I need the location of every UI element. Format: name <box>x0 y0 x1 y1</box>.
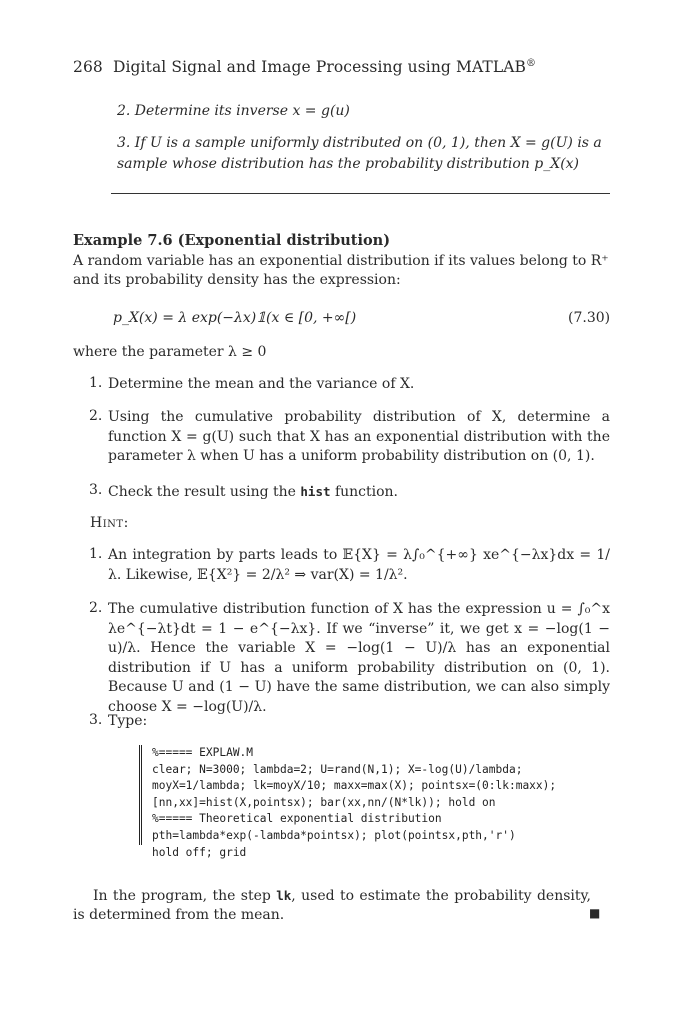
hint-number-1: 1. <box>89 546 103 562</box>
task-2-text: Using the cumulative probability distribution of X, determine a function X = g(U) such that X has an exponential distribution with the parameter λ when U has a uniform probability distribution on (0, 1). <box>108 409 610 464</box>
equation-number: (7.30) <box>568 310 611 326</box>
task-3-text <box>108 482 610 503</box>
hint-2-text: The cumulative distribution function of X has the expression u = ∫₀^x λe^{−λt}dt = 1 − e^{−λx}. If we “inverse” it, we get x = −log(1 − u)/λ. Hence the variable X = −log(1 − U)/λ has an exponential distribution if U has a uniform probability distribution on (0, 1). Because U and (1 − U) have the same distribution, we can also simply choose X = −log(U)/λ. <box>108 601 610 715</box>
task-number-3: 3. <box>89 482 103 498</box>
task-number-1: 1. <box>89 375 103 391</box>
closing-text-after: , used to estimate the probability density, is determined from the mean. <box>73 888 592 923</box>
task-number-2: 2. <box>89 408 103 424</box>
equation-7-30: p_X(x) = λ exp(−λx)𝟙(x ∈ [0, +∞[) <box>113 310 357 326</box>
code-listing <box>139 745 602 859</box>
hist-code: hist <box>300 484 331 499</box>
closing-paragraph <box>73 886 591 925</box>
code-line-2: clear; N=3000; lambda=2; U=rand(N,1); X=-log(U)/lambda; <box>152 762 523 776</box>
task-1-text: Determine the mean and the variance of X. <box>108 376 415 392</box>
closing-text-before: In the program, the step <box>93 888 277 904</box>
running-header <box>73 58 536 76</box>
example-intro: A random variable has an exponential distribution if its values belong to R⁺ and its probability density has the expression: <box>73 253 609 288</box>
hint-3-text: Type: <box>108 713 148 729</box>
code-line-6: pth=lambda*exp(-lambda*pointsx); plot(pointsx,pth,'r') <box>152 828 516 842</box>
hint-label: Hint: <box>90 515 129 531</box>
registered-mark: ® <box>526 58 537 69</box>
code-line-1: %===== EXPLAW.M <box>152 746 254 759</box>
previous-item-3: 3. If U is a sample uniformly distributed on (0, 1), then X = g(U) is a sample whose distribution has the probability distribution p_X(x) <box>117 135 602 172</box>
end-of-example-mark: ■ <box>589 906 601 920</box>
previous-item-2: 2. Determine its inverse x = g(u) <box>117 103 350 119</box>
code-line-5: %===== Theoretical exponential distribution <box>152 812 442 826</box>
task-3-text-before: Check the result using the <box>108 484 301 500</box>
code-line-3: moyX=1/lambda; lk=moyX/10; maxx=max(X); pointsx=(0:lk:maxx); <box>152 779 557 793</box>
page-number: 268 <box>73 58 103 77</box>
hint-number-3: 3. <box>89 712 103 728</box>
parameter-statement: where the parameter λ ≥ 0 <box>73 344 267 360</box>
code-line-7: hold off; grid <box>152 845 247 859</box>
book-title: Digital Signal and Image Processing using MATLAB <box>112 58 527 77</box>
hint-number-2: 2. <box>89 600 103 616</box>
code-line-4: [nn,xx]=hist(X,pointsx); bar(xx,nn/(N*lk)); hold on <box>152 795 496 809</box>
hint-1-text: An integration by parts leads to 𝔼{X} = λ∫₀^{+∞} xe^{−λx}dx = 1/λ. Likewise, 𝔼{X²} = 2/λ² ⇒ var(X) = 1/λ². <box>108 547 610 583</box>
example-title: Example 7.6 (Exponential distribution) <box>73 232 391 249</box>
lk-code: lk <box>276 888 292 903</box>
section-divider <box>111 193 610 194</box>
task-3-text-after: function. <box>330 484 399 500</box>
